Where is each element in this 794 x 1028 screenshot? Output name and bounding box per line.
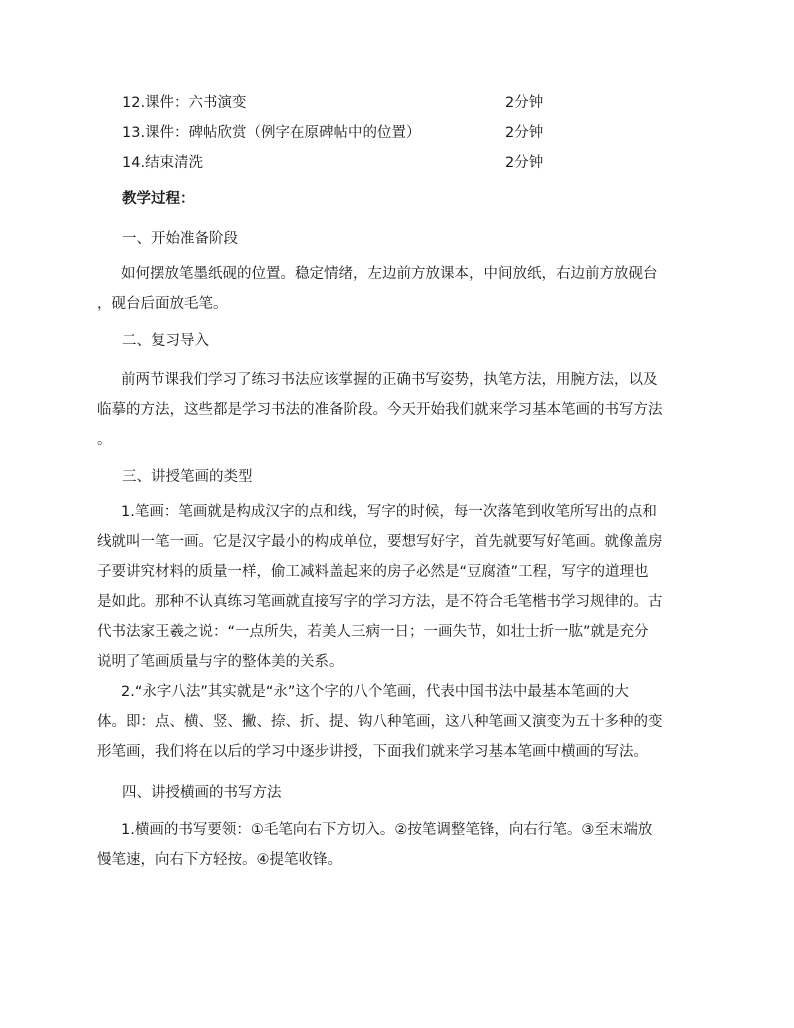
paragraph [97,259,701,319]
paragraph-line: 1.笔画：笔画就是构成汉字的点和线，写字的时候，每一次落笔到收笔所写出的点和 [121,504,657,520]
paragraph-line: 线就叫一笔一画。它是汉字最小的构成单位，要想写好字，首先就要写好笔画。就像盖房 [97,534,663,550]
paragraph-line: 是如此。那种不认真练习笔画就直接写字的学习方法，是不符合毛笔楷书学习规律的。古 [97,594,663,610]
paragraph [97,365,701,455]
schedule-item: 13.课件：碑帖欣赏（例字在原碑帖中的位置） [122,125,421,141]
paragraph-line: 如何摆放笔墨纸砚的位置。稳定情绪，左边前方放课本，中间放纸，右边前方放砚台 [121,266,658,282]
paragraph-line: 说明了笔画质量与字的整体美的关系。 [97,654,344,670]
paragraph-line: ，砚台后面放毛笔。 [97,296,228,312]
paragraph [97,815,701,875]
section-title: 三、讲授笔画的类型 [122,469,253,485]
paragraph-line: 形笔画，我们将在以后的学习中逐步讲授，下面我们就来学习基本笔画中横画的写法。 [97,744,648,760]
paragraph-line: 子要讲究材料的质量一样，偷工减料盖起来的房子必然是“豆腐渣”工程，写字的道理也 [97,564,649,580]
schedule-row [122,152,682,174]
schedule-row [122,92,682,114]
process-title: 教学过程： [122,191,195,207]
section-title: 四、讲授横画的书写方法 [122,785,282,801]
schedule-item: 14.结束清洗 [122,155,204,171]
section-title: 一、开始准备阶段 [122,231,238,247]
schedule-duration: 2分钟 [505,125,544,141]
paragraph-line: 前两节课我们学习了练习书法应该掌握的正确书写姿势，执笔方法，用腕方法，以及 [121,372,658,388]
schedule-duration: 2分钟 [505,95,544,111]
section-title: 二、复习导入 [122,333,209,349]
paragraph-line: 1.横画的书写要领：①毛笔向右下方切入。②按笔调整笔锋，向右行笔。③至末端放 [121,822,653,838]
paragraph-line: 临摹的方法，这些都是学习书法的准备阶段。今天开始我们就来学习基本笔画的书写方法 [97,402,663,418]
schedule-item: 12.课件：六书演变 [122,95,247,111]
paragraph-line: 代书法家王羲之说：“一点所失，若美人三病一日；一画失节，如壮士折一肱”就是充分 [97,624,649,640]
paragraph-line: 2.“永字八法”其实就是“永”这个字的八个笔画，代表中国书法中最基本笔画的大 [121,684,629,700]
schedule-row [122,122,682,144]
schedule-duration: 2分钟 [505,155,544,171]
paragraph-line: 体。即：点、横、竖、撇、捺、折、提、钩八种笔画，这八种笔画又演变为五十多种的变 [97,714,663,730]
paragraph [97,497,701,767]
paragraph-line: 。 [97,432,112,448]
paragraph-line: 慢笔速，向右下方轻按。④提笔收锋。 [97,852,342,868]
